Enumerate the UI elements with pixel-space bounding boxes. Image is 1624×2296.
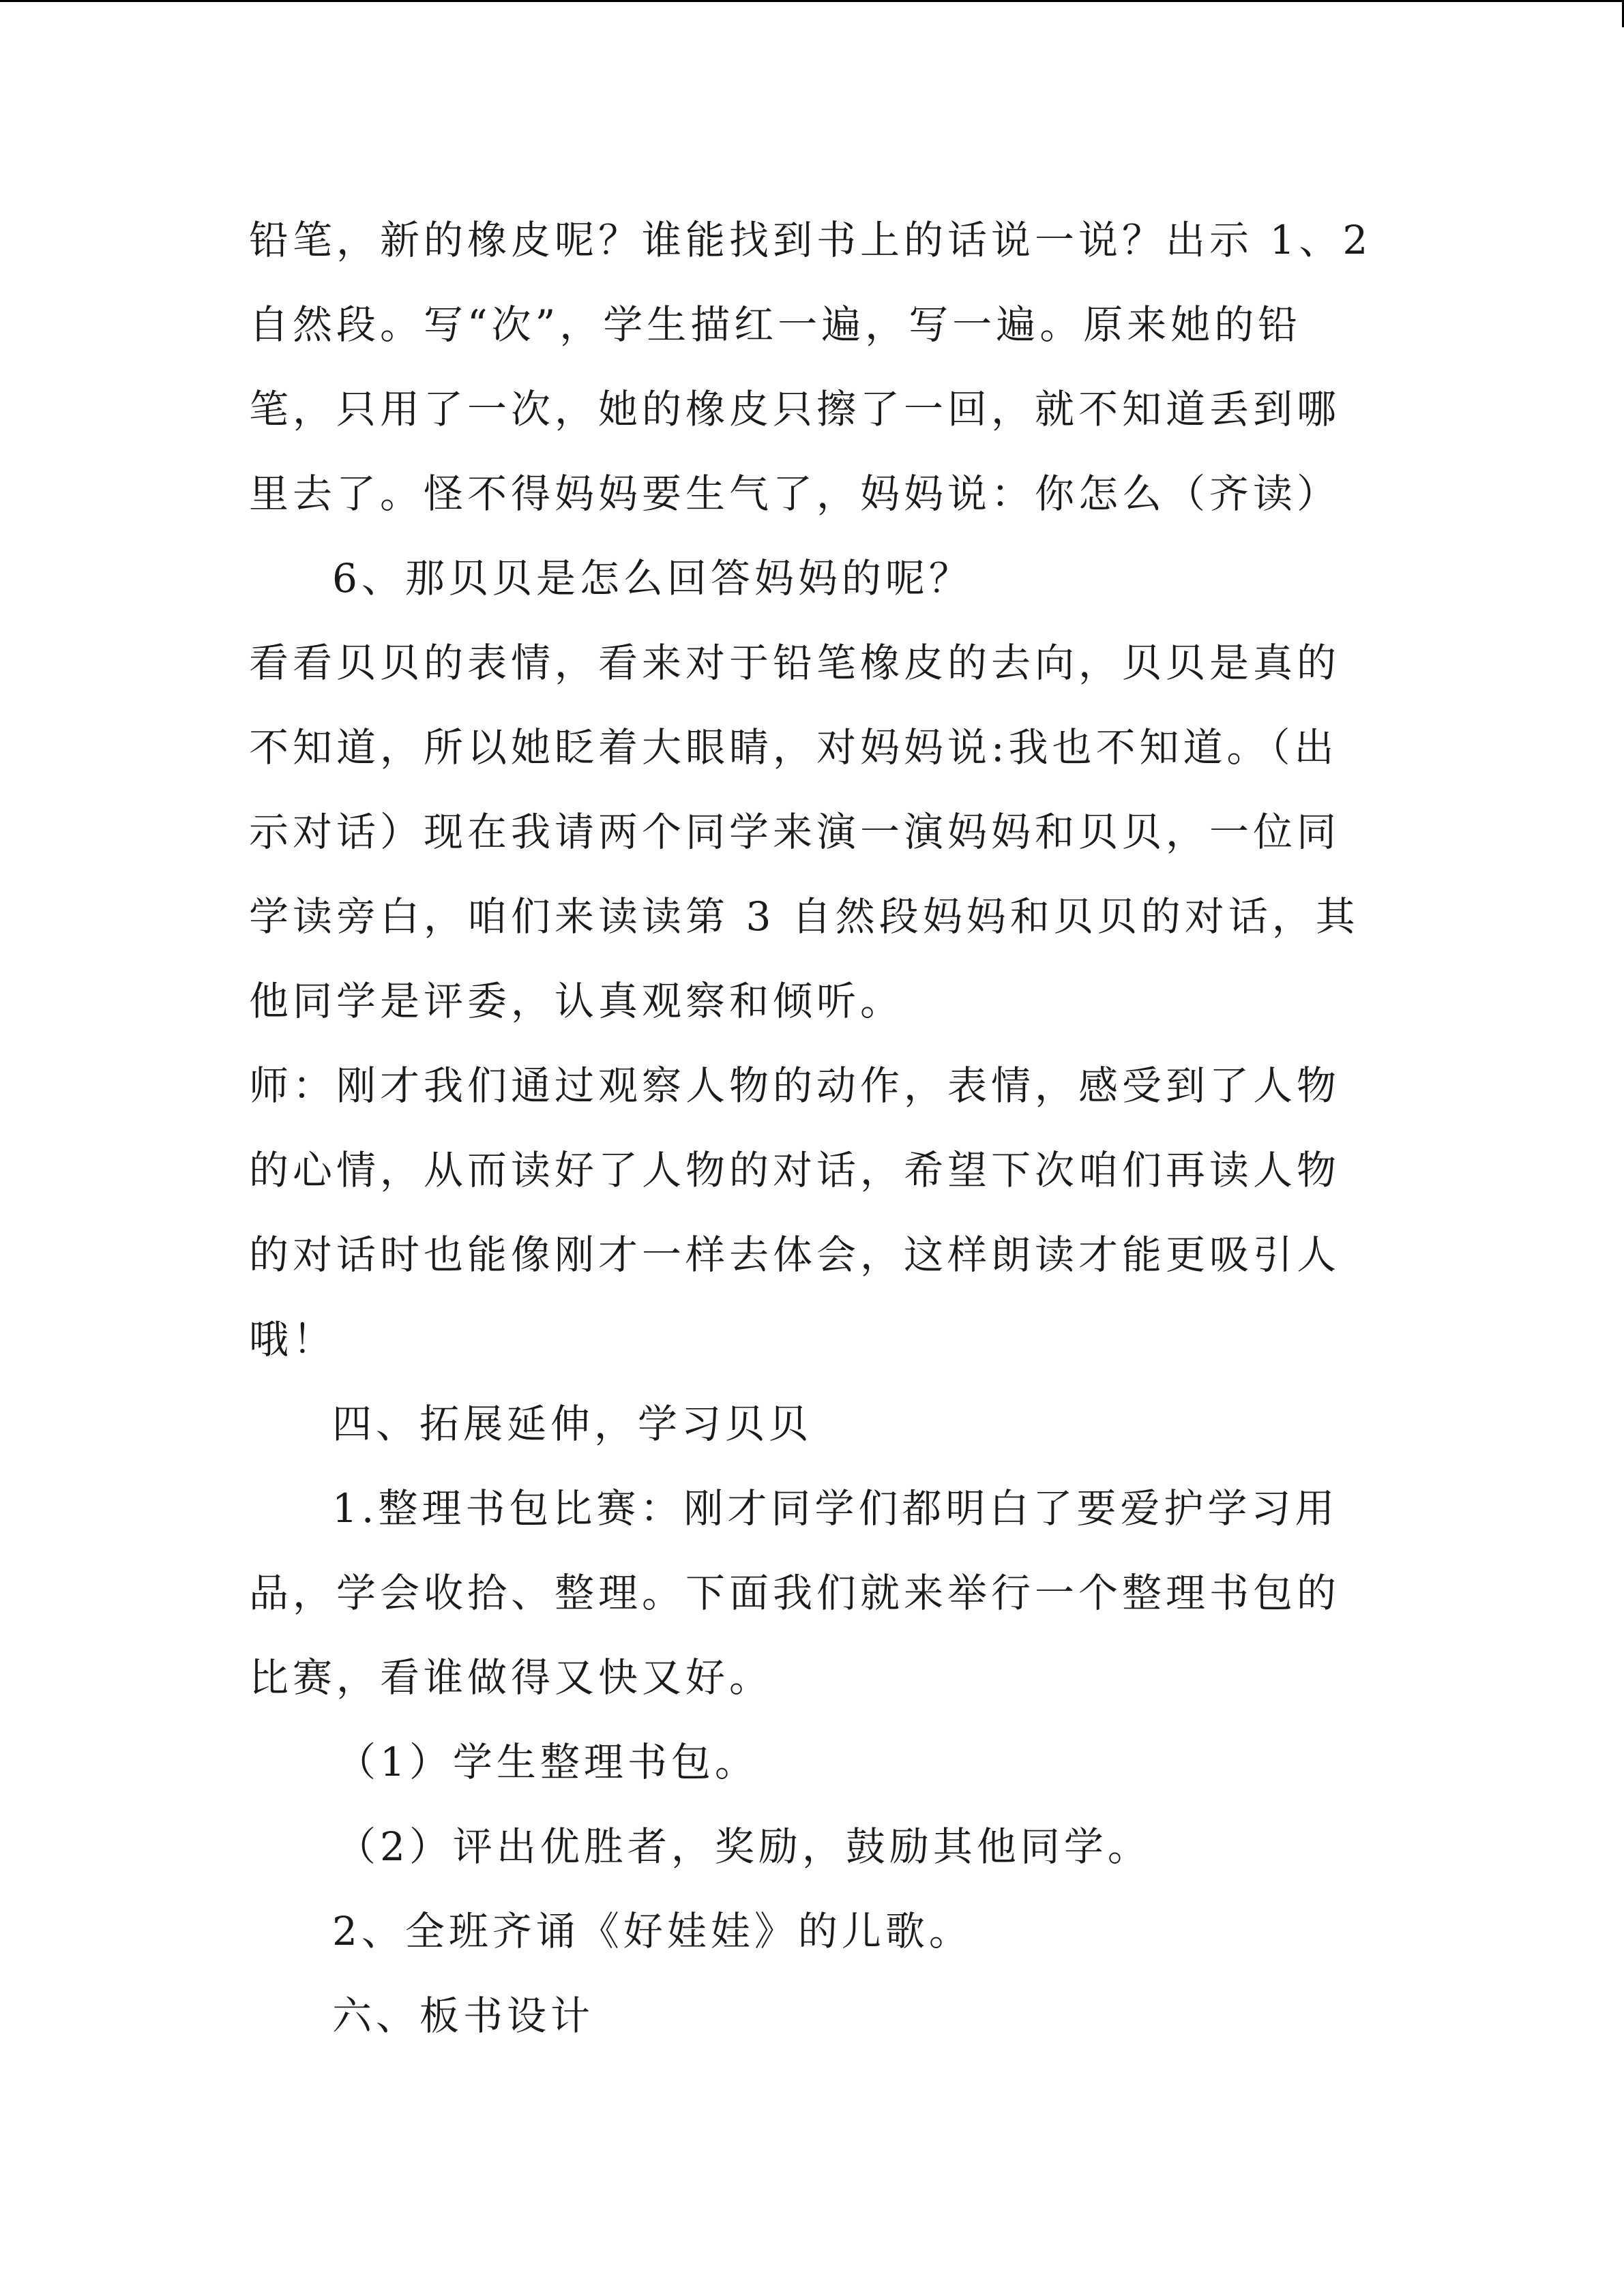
text-line-13: 的对话时也能像刚才一样去体会，这样朗读才能更吸引人 bbox=[249, 1232, 1341, 1278]
text-line-14: 哦！ bbox=[249, 1316, 337, 1362]
text-line-7: 不知道，所以她眨着大眼睛，对妈妈说:我也不知道。（出 bbox=[249, 724, 1338, 771]
text-line-1: 铅笔，新的橡皮呢？谁能找到书上的话说一说？出示 1、2 bbox=[249, 217, 1372, 263]
text-line-8: 示对话）现在我请两个同学来演一演妈妈和贝贝，一位同 bbox=[249, 809, 1341, 855]
text-line-6: 看看贝贝的表情，看来对于铅笔橡皮的去向，贝贝是真的 bbox=[249, 640, 1341, 686]
text-line-5: 6、那贝贝是怎么回答妈妈的呢？ bbox=[332, 555, 973, 601]
text-line-18: 比赛，看谁做得又快又好。 bbox=[249, 1654, 773, 1701]
section-heading-board-design: 六、板书设计 bbox=[332, 1993, 595, 2039]
text-line-12: 的心情，从而读好了人物的对话，希望下次咱们再读人物 bbox=[249, 1147, 1341, 1193]
text-line-9: 学读旁白，咱们来读读第 3 自然段妈妈和贝贝的对话，其 bbox=[249, 893, 1359, 940]
list-item-1: （1）学生整理书包。 bbox=[336, 1739, 758, 1785]
text-line-21: 2、全班齐诵《好娃娃》的儿歌。 bbox=[332, 1908, 973, 1954]
text-line-10: 他同学是评委，认真观察和倾听。 bbox=[249, 978, 904, 1024]
text-line-17: 品，学会收拾、整理。下面我们就来举行一个整理书包的 bbox=[249, 1570, 1341, 1616]
text-line-16: 1.整理书包比赛：刚才同学们都明白了要爱护学习用 bbox=[332, 1485, 1339, 1532]
section-heading-extension: 四、拓展延伸，学习贝贝 bbox=[332, 1401, 813, 1447]
text-line-4: 里去了。怪不得妈妈要生气了，妈妈说：你怎么（齐读） bbox=[249, 471, 1341, 517]
text-line-3: 笔，只用了一次，她的橡皮只擦了一回，就不知道丢到哪 bbox=[249, 386, 1341, 432]
text-line-11: 师：刚才我们通过观察人物的动作，表情，感受到了人物 bbox=[249, 1062, 1341, 1109]
list-item-2: （2）评出优胜者，奖励，鼓励其他同学。 bbox=[336, 1823, 1151, 1870]
document-body bbox=[249, 198, 1372, 2058]
page-top-border bbox=[0, 0, 1624, 2]
text-line-2: 自然段。写“次”，学生描红一遍，写一遍。原来她的铅 bbox=[249, 301, 1302, 348]
